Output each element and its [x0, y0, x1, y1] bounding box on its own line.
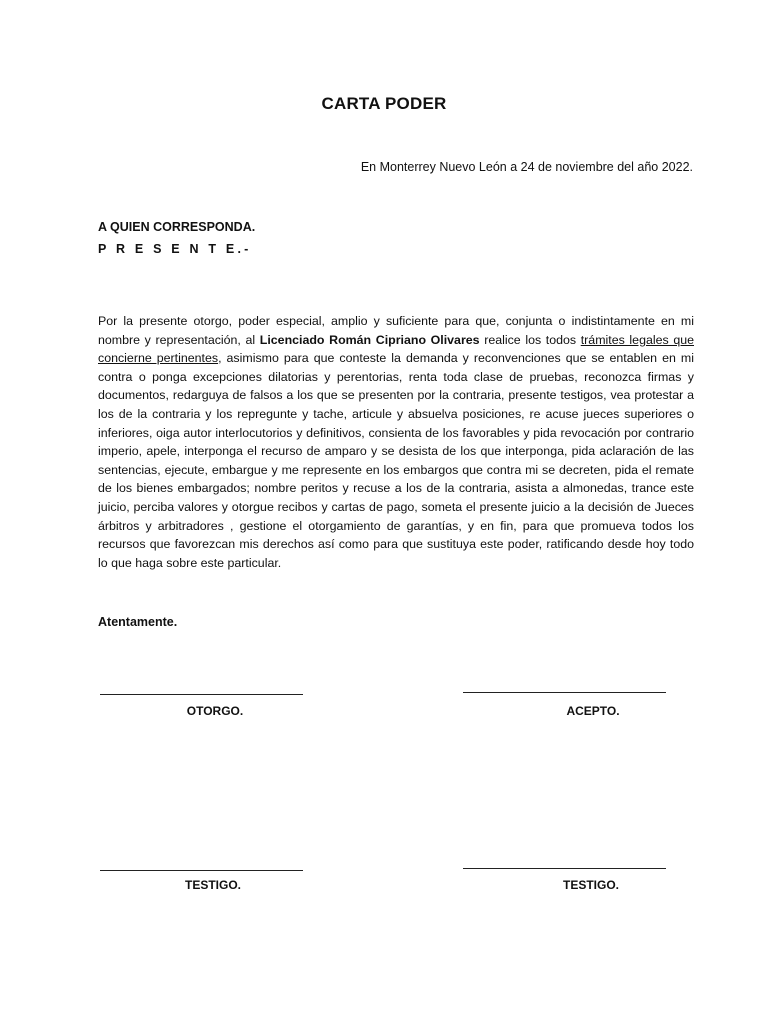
signature-line-acepto: [463, 692, 666, 693]
signature-line-testigo-right: [463, 868, 666, 869]
signature-label-testigo-right: TESTIGO.: [562, 878, 619, 892]
dateline: En Monterrey Nuevo León a 24 de noviembre del año 2022.: [360, 160, 693, 174]
signature-label-testigo-left: TESTIGO.: [184, 878, 241, 892]
underlined-phrase: trámites legales que concierne pertinentes: [98, 332, 694, 366]
signature-label-otorgo: OTORGO.: [186, 704, 244, 718]
signature-label-acepto: ACEPTO.: [566, 704, 620, 718]
signature-line-testigo-left: [100, 870, 303, 871]
closing: Atentamente.: [98, 615, 178, 629]
body-text-part-2: realice los todos: [479, 332, 581, 347]
body-text-part-3: , asimismo para que conteste la demanda y reconvenciones que se entablen en mi contra o ponga excepciones dilatorias y perentorias, renta toda clase de pruebas, reconozca firmas y documentos, redarguya de falsos a los que se presenten por la contraria, presente testigos, vea protestar a los de la contraria y los repregunte y tache, articule y absuelva posiciones, re acuse jueces superiores o inferiores, oiga autor interlocutorios y definitivos, consienta de los favorables y pida revocación por contrario imperio, apele, interponga el recurso de amparo y se desista de los que interponga, pida aclaración de las sentencias, ejecute, embargue y me represente en los embargos que contra mi se decreten, pida el remate de los bienes embargados; nombre peritos y recuse a los de la contraria, asista a almonedas, trance este juicio, perciba valores y otorgue recibos y cartas de pago, someta el presente juicio a la decisión de Jueces árbitros y arbitradores , gestione el otorgamiento de garantías, y en fin, para que promueva todos los recursos que favorezcan mis derechos así como para que sustituya este poder, ratificando desde hoy todo lo que haga sobre este particular.: [98, 351, 694, 570]
body-text-part-1: Por la presente otorgo, poder especial, amplio y suficiente para que, conjunta o indistintamente en mi nombre y representación, al: [98, 314, 694, 347]
page-title: CARTA PODER: [321, 94, 447, 113]
signature-line-otorgo: [100, 694, 303, 695]
addressee: A QUIEN CORRESPONDA.: [98, 220, 256, 234]
presente-heading: P R E S E N T E.-: [98, 242, 252, 256]
representative-name: Licenciado Román Cipriano Olivares: [259, 332, 480, 347]
body-paragraph: [98, 312, 694, 572]
